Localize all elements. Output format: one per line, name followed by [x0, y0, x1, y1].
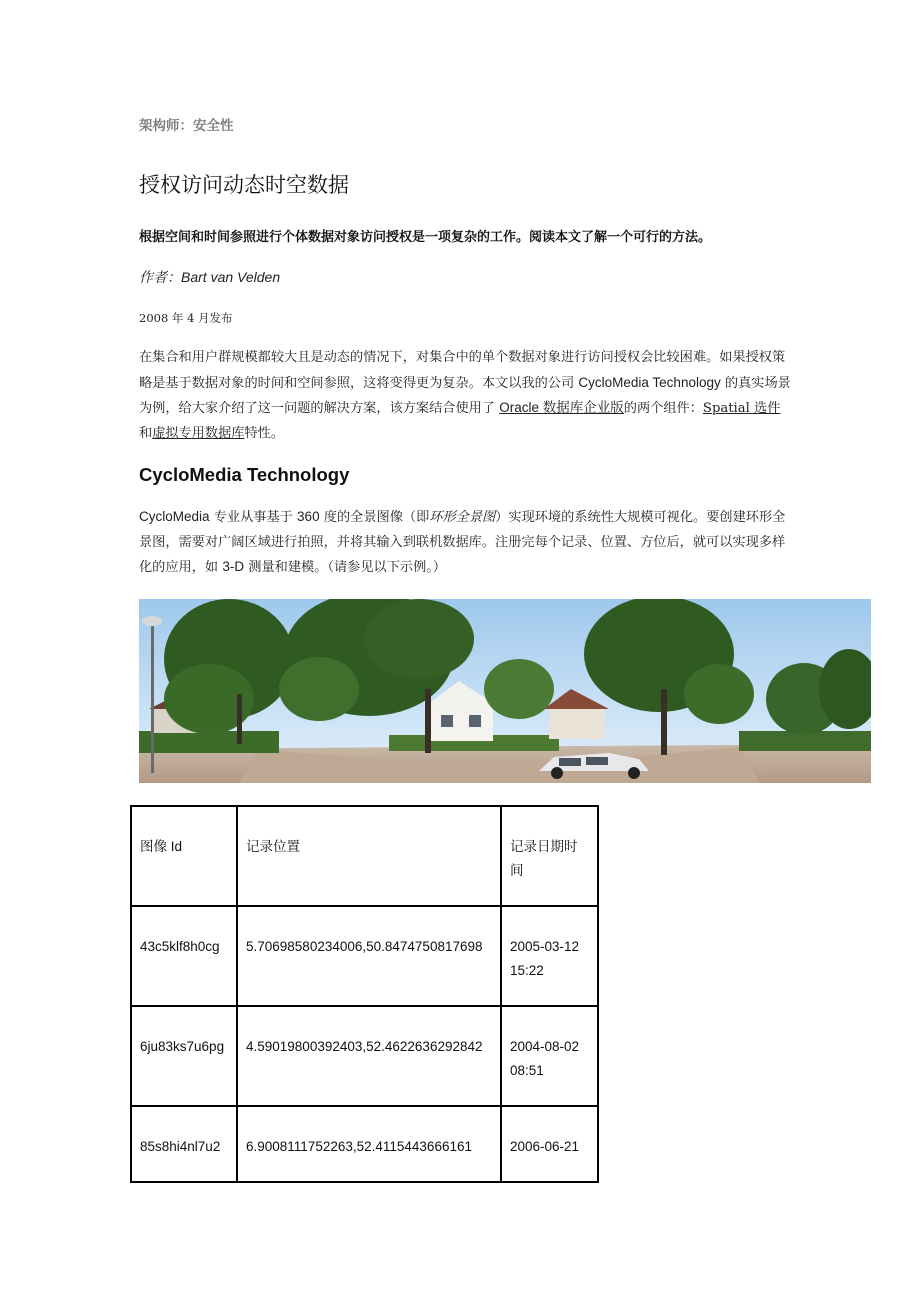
- table-header-row: [131, 806, 598, 906]
- table-row: [131, 1106, 598, 1182]
- section-text-1: 专业从事基于: [209, 510, 298, 525]
- section-heading: CycloMedia Technology: [139, 464, 350, 485]
- oracle-db-link[interactable]: Oracle 数据库企业版: [499, 400, 624, 415]
- page-title: 授权访问动态时空数据: [139, 173, 349, 197]
- section-term-3d: 3-D: [222, 559, 245, 574]
- intro-text-4: 和: [139, 425, 153, 441]
- panorama-image: [139, 599, 871, 783]
- cell-image-id: 6ju83ks7u6pg: [131, 1006, 237, 1106]
- header-cell-image-id: 图像 Id: [131, 806, 237, 906]
- author-line: [139, 267, 280, 287]
- cell-location: 6.9008111752263,52.4115443666161: [237, 1106, 501, 1182]
- category-label: 架构师：安全性: [139, 118, 234, 134]
- company-name: CycloMedia Technology: [578, 374, 721, 390]
- cell-datetime: 2004-08-02 08:51: [501, 1006, 598, 1106]
- section-paragraph: [139, 505, 791, 581]
- intro-text-1: 在集合和用户群规模都较大且是动态的情况下，对集合中的单个数据对象进行访问授权会比较困难。如果授权策略是基于数据对象的时间和空间参照，这将变得更为复杂。本文以我的公司: [139, 350, 786, 391]
- cell-location: 4.59019800392403,52.4622636292842: [237, 1006, 501, 1106]
- table-row: [131, 906, 598, 1006]
- records-table: [130, 805, 599, 1183]
- article-summary: 根据空间和时间参照进行个体数据对象访问授权是一项复杂的工作。阅读本文了解一个可行的方法。: [139, 230, 712, 245]
- author-name: Bart van Velden: [181, 269, 281, 285]
- cell-image-id: 85s8hi4nl7u2: [131, 1106, 237, 1182]
- header-cell-datetime: 记录日期时间: [501, 806, 598, 906]
- intro-text-2: 的真实场景为例，给大家介绍了这一问题的解决方案，该方案结合使用了: [139, 375, 791, 416]
- panorama-illustration: [139, 599, 871, 783]
- section-text-4: 测量和建模。（请参见以下示例。）: [244, 560, 447, 575]
- cell-datetime: 2005-03-12 15:22: [501, 906, 598, 1006]
- intro-paragraph: [139, 346, 791, 446]
- intro-text-3: 的两个组件：: [623, 401, 703, 416]
- cell-datetime: 2006-06-21: [501, 1106, 598, 1182]
- vpd-link[interactable]: 虚拟专用数据库: [152, 425, 245, 441]
- publish-date: 2008 年 4 月发布: [139, 311, 233, 325]
- spatial-option-link[interactable]: Spatial 选件: [702, 401, 781, 416]
- intro-text-5: 特性。: [244, 425, 285, 441]
- cell-location: 5.70698580234006,50.8474750817698: [237, 906, 501, 1006]
- section-company: CycloMedia: [139, 509, 210, 524]
- author-label: 作者：: [139, 270, 181, 286]
- section-number: 360: [297, 509, 320, 524]
- section-text-3: ）实现环境的系统性大规模可视化。要创建环形全景图，需要对广阔区域进行拍照，并将其输入到联机数据库。注册完每个记录、位置、方位后，就可以实现多样化的应用，如: [139, 510, 786, 575]
- cell-image-id: 43c5klf8h0cg: [131, 906, 237, 1006]
- section-text-2: 度的全景图像（即: [319, 510, 430, 525]
- section-term: 环形全景图: [429, 510, 496, 525]
- table-row: [131, 1006, 598, 1106]
- header-cell-location: 记录位置: [237, 806, 501, 906]
